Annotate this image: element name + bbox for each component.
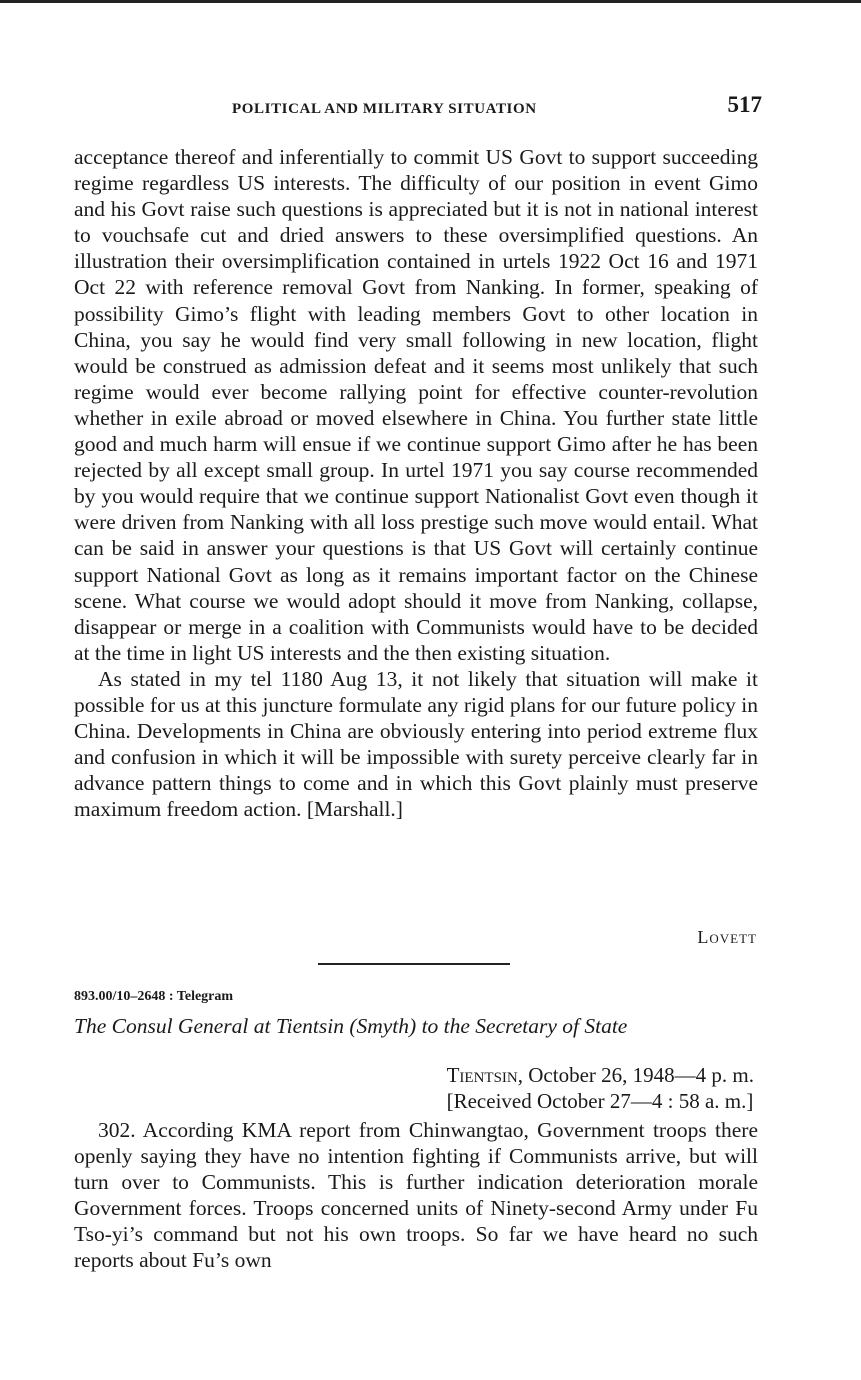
section-divider [318,963,510,965]
paragraph-continued: acceptance thereof and inferentially to commit US Govt to support succeeding regime regardless US interests. The difficulty of our position in event Gimo and his Govt raise such questions is appreciated but it is not in national interest to vouchsafe cut and dried answers to these oversimplified questions. An illustration their oversimplification contained in urtels 1922 Oct 16 and 1971 Oct 22 with reference removal Govt from Nanking. In former, speaking of possibility Gimo’s flight with leading members Govt to other location in China, you say he would find very small following in new location, flight would be construed as admission defeat and it seems most unlikely that such regime would ever become rallying point for effective counter-revolution whether in exile abroad or moved elsewhere in China. You further state little good and much harm will ensue if we continue support Gimo after he has been rejected by all except small group. In urtel 1971 you say course recommended by you would require that we continue support Nationalist Govt even though it were driven from Nanking with all loss prestige such move would entail. What can be said in answer your questions is that US Govt will certainly continue support National Govt as long as it remains important factor on the Chinese scene. What course we would adopt should it move from Nanking, collapse, disappear or merge in a coalition with Communists would have to be decided at the time in light US interests and the then existing situation. [74,145,758,665]
signature-lovett: Lovett [697,927,757,947]
running-head: POLITICAL AND MILITARY SITUATION [232,101,537,117]
page-header [74,92,764,126]
dateline-sent [447,1062,754,1088]
dateline-date: , October 26, 1948—4 p. m. [517,1063,754,1087]
file-reference: 893.00/10–2648 : Telegram [74,989,234,1004]
top-border-rule [0,0,861,3]
page-number: 517 [727,92,762,117]
section-2-body [74,1117,758,1274]
section-1-body [74,144,758,822]
dateline [447,1062,754,1114]
dateline-received: [Received October 27—4 : 58 a. m.] [446,1089,754,1113]
document-title: The Consul General at Tientsin (Smyth) to the Secretary of State [74,1014,628,1038]
dateline-place: Tientsin [446,1063,518,1087]
paragraph-302: 302. According KMA report from Chinwangtao, Government troops there openly saying they have no intention fighting if Communists arrive, but will turn over to Communists. This is further indication deterioration morale Government forces. Troops concerned units of Ninety-second Army under Fu Tso-yi’s command but not his own troops. So far we have heard no such reports about Fu’s own [74,1118,758,1273]
paragraph-marshall: As stated in my tel 1180 Aug 13, it not likely that situation will make it possible for us at this juncture formulate any rigid plans for our future policy in China. Developments in China are obviously entering into period extreme flux and confusion in which it will be impossible with surety perceive clearly far in advance pattern things to come and in which this Govt plainly must preserve maximum freedom action. [Marshall.] [74,666,758,822]
